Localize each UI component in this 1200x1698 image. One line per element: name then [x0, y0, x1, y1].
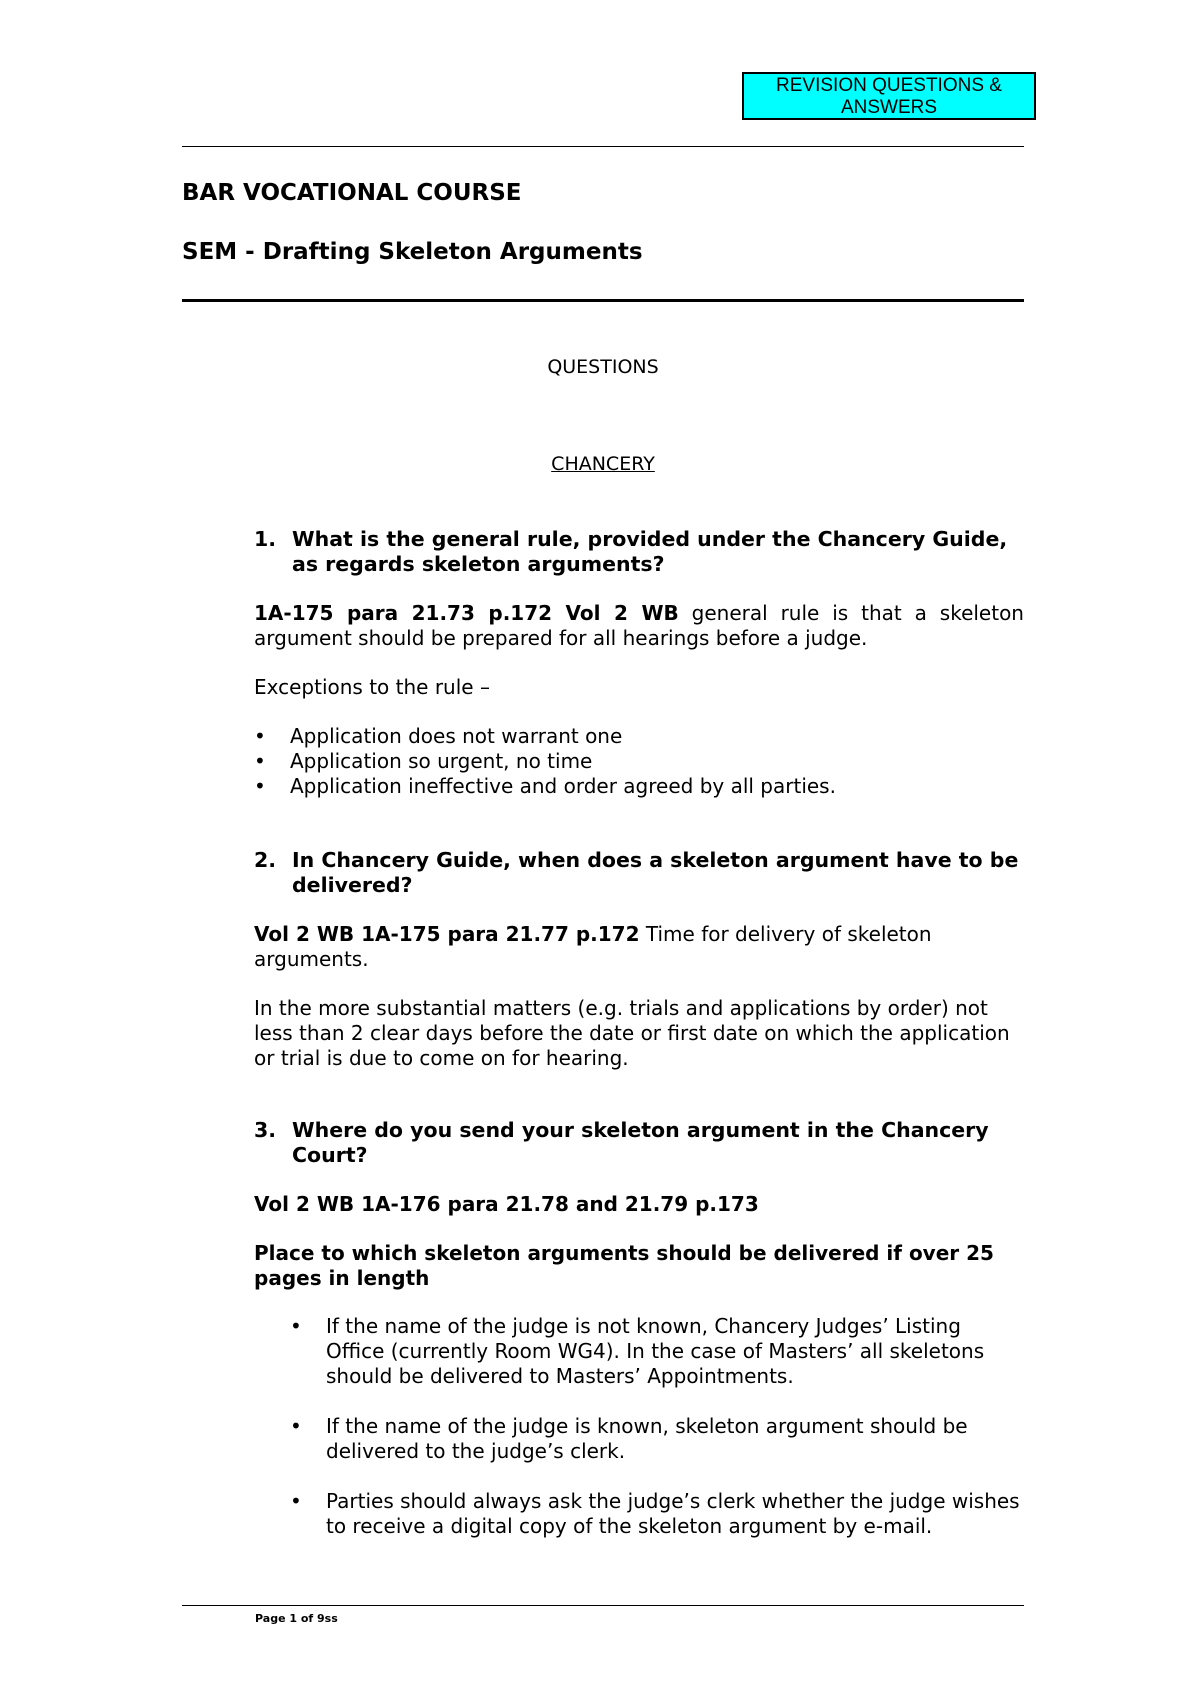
list-item: • If the name of the judge is known, skeleton argument should be delivered to the judge’s clerk.: [290, 1414, 968, 1463]
revision-badge: REVISION QUESTIONS & ANSWERS: [742, 72, 1036, 120]
question-1-number: 1.: [254, 527, 277, 551]
question-1-reference: 1A-175 para 21.73 p.172 Vol 2 WB: [254, 601, 679, 625]
question-2-text: In Chancery Guide, when does a skeleton argument have to be delivered?: [292, 848, 1019, 897]
list-item: • Application ineffective and order agreed by all parties.: [254, 774, 836, 798]
question-2-reference: Vol 2 WB 1A-175 para 21.77 p.172: [254, 922, 640, 946]
document-subtitle: SEM - Drafting Skeleton Arguments: [182, 239, 643, 265]
bullet: •: [290, 1414, 302, 1438]
bullet: •: [254, 724, 266, 748]
course-title: BAR VOCATIONAL COURSE: [182, 180, 522, 206]
bullet: •: [290, 1314, 302, 1338]
question-1-answer-text: general rule is that a skeleton argument should be prepared for all hearings before a judge.: [254, 601, 1024, 650]
question-3-delivery-list: [290, 1314, 1020, 1539]
list-item: • If the name of the judge is not known, Chancery Judges’ Listing Office (currently Room WG4). In the case of Masters’ all skeletons should be delivered to Masters’ Appointments.: [290, 1314, 985, 1388]
page-number: Page 1 of 9ss: [255, 1612, 338, 1625]
footer-rule: [182, 1605, 1024, 1606]
question-2-detail: In the more substantial matters (e.g. trials and applications by order) not less than 2 clear days before the date or first date on which the application or trial is due to come on for hearing.: [254, 996, 1010, 1070]
question-1-text: What is the general rule, provided under the Chancery Guide, as regards skeleton arguments?: [292, 527, 1008, 576]
header-rule: [182, 146, 1024, 147]
question-1-exceptions-label: Exceptions to the rule –: [254, 675, 490, 699]
question-1-exceptions-list: [254, 724, 1024, 799]
title-rule: [182, 299, 1024, 302]
question-2-answer-text: Time for delivery of skeleton arguments.: [254, 922, 932, 971]
subsection-heading: CHANCERY: [551, 453, 655, 475]
bullet: •: [254, 749, 266, 773]
question-3-reference: Vol 2 WB 1A-176 para 21.78 and 21.79 p.173: [254, 1192, 759, 1216]
question-2-number: 2.: [254, 848, 277, 872]
list-item: • Application does not warrant one: [254, 724, 623, 748]
question-1-answer: [254, 601, 1024, 651]
list-item: • Parties should always ask the judge’s clerk whether the judge wishes to receive a digital copy of the skeleton argument by e-mail.: [290, 1489, 1020, 1538]
section-heading: QUESTIONS: [547, 356, 659, 378]
question-3-text: Where do you send your skeleton argument in the Chancery Court?: [292, 1118, 989, 1167]
bullet: •: [290, 1489, 302, 1513]
question-3-place-heading: Place to which skeleton arguments should be delivered if over 25 pages in length: [254, 1241, 994, 1290]
list-item: • Application so urgent, no time: [254, 749, 593, 773]
bullet: •: [254, 774, 266, 798]
question-2-answer: [254, 922, 974, 972]
question-3-number: 3.: [254, 1118, 277, 1142]
